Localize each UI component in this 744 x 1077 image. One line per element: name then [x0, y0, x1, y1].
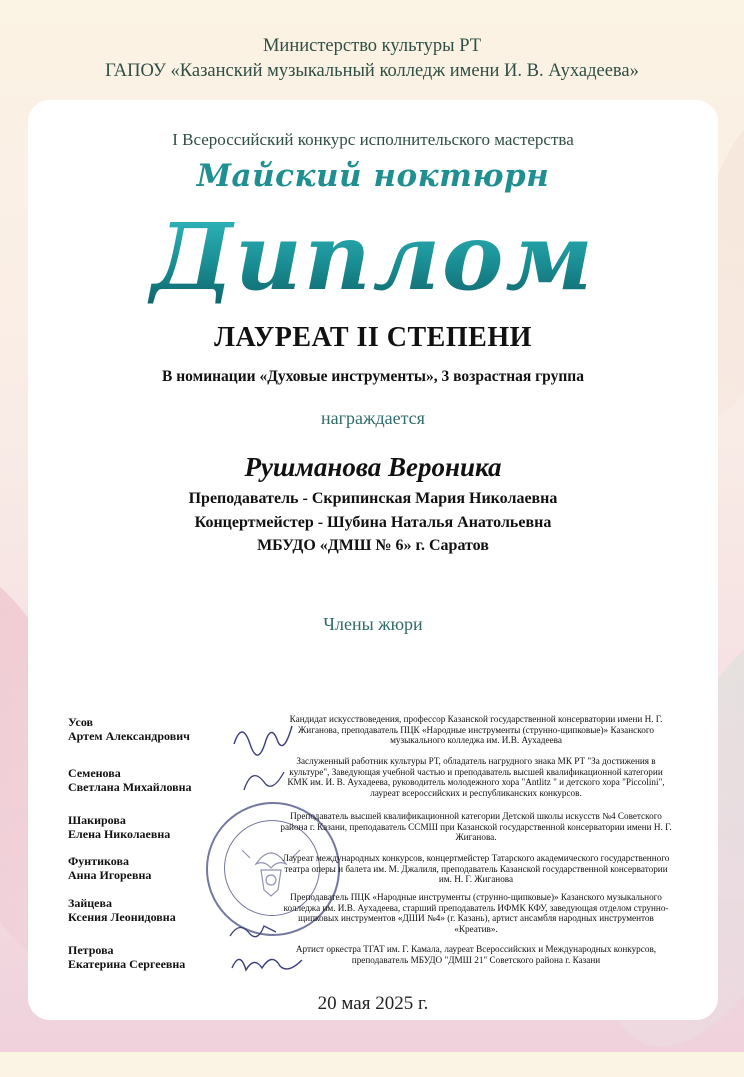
jury-member	[28, 756, 718, 812]
jury-member-name: Зайцева Ксения Леонидовна	[68, 896, 176, 924]
teacher-line: Преподаватель - Скрипинская Мария Николаевна	[188, 490, 558, 507]
school-line: МБУДО «ДМШ № 6» г. Саратов	[257, 537, 489, 554]
jury-title: Члены жюри	[323, 614, 423, 634]
jury-member-description: Артист оркестра ТГАТ им. Г. Камала, лауреат Всероссийских и Международных конкурсов, преподаватель МБУДО "ДМШ 21" Советского района г. Казани	[295, 944, 657, 965]
awarded-label: награждается	[321, 408, 425, 428]
jury-member-description: Заслуженный работник культуры РТ, обладатель нагрудного знака МК РТ "За достижения в культуре", Заведующая учебной частью и преподаватель высшей квалификационной категории КМК им. И. В. Аухадеева, руководитель молодежного хора "Antlitz " и детского хора "Piccolini", лауреат всероссийских и республиканских конкурсов.	[287, 756, 665, 798]
jury-member-description: Преподаватель высшей квалификационной категории Детской школы искусств №4 Советского района г. Казани, преподаватель ССМШ при Казанской государственной консерватории имени Н. Г. Жиганова.	[280, 811, 672, 843]
recipient-name: Рушманова Вероника	[244, 452, 502, 482]
diploma-card	[28, 100, 718, 1020]
jury-member-name: Фунтикова Анна Игоревна	[68, 854, 152, 882]
header	[0, 34, 744, 84]
contest-title: I Всероссийский конкурс исполнительского мастерства	[172, 130, 574, 149]
accompanist-line: Концертмейстер - Шубина Наталья Анатольевна	[194, 514, 552, 531]
jury-member	[28, 811, 718, 851]
jury-member-name: Семенова Светлана Михайловна	[68, 766, 192, 794]
diploma-title: Диплом	[28, 202, 718, 312]
jury-member	[28, 714, 718, 754]
jury-member-name: Шакирова Елена Николаевна	[68, 813, 171, 841]
issue-date: 20 мая 2025 г.	[317, 993, 429, 1014]
jury-member	[28, 944, 718, 974]
jury-member	[28, 892, 718, 936]
jury-member	[28, 853, 718, 889]
jury-member-description: Преподаватель ПЦК «Народные инструменты (струнно-щипковые)» Казанского музыкального колледжа им. И.В. Аухадеева, старший преподаватель ИФМК КФУ, заведующая отделом струнно-щипковых инструментов «ДШИ №4» (г. Казань), артист ансамбля народных инструментов «Креатив».	[283, 892, 669, 934]
laureate-degree: ЛАУРЕАТ II СТЕПЕНИ	[214, 322, 532, 353]
contest-name: Майский ноктюрн	[196, 158, 550, 194]
jury-member-name: Усов Артем Александрович	[68, 715, 190, 743]
jury-member-name: Петрова Екатерина Сергеевна	[68, 943, 186, 971]
ministry-title: Министерство культуры РТ	[262, 36, 482, 56]
college-title: ГАПОУ «Казанский музыкальный колледж имени И. В. Аухадеева»	[105, 61, 639, 81]
jury-member-description: Лауреат международных конкурсов, концертмейстер Татарского академического государственного театра оперы и балета им. М. Джалиля, преподаватель Казанской государственной консерватории им. Н. Г. Жиганова	[282, 853, 670, 885]
jury-member-description: Кандидат искусствоведения, профессор Казанской государственной консерватории имени Н. Г. Жиганова, преподаватель ПЦК «Народные инструменты (струнно-щипковые)» Казанского музыкального колледжа им. И.В. Аухадеева	[289, 714, 663, 746]
nomination: В номинации «Духовые инструменты», 3 возрастная группа	[162, 368, 584, 385]
